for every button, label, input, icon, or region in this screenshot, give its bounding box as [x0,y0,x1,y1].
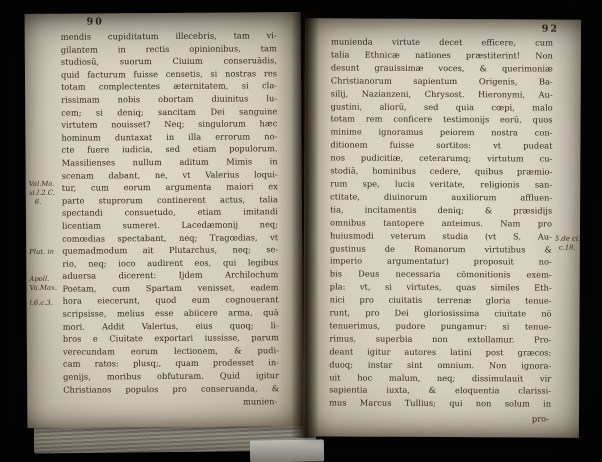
margin-note-citation: c.18. [558,243,576,252]
right-page [303,18,581,437]
margin-note-citation: Va.Max. [29,283,58,292]
margin-note-citation: l.6.c.3. [29,298,53,307]
page-number-left: 90 [86,16,104,28]
margin-note-citation: 5.de ci. [554,234,581,243]
right-page-text: munienda virtute decet efficere, cum talia Ethnicæ nationes præstiterint! Non desunt grauissimæ voces, & querimoniæ Christianorum sapientum Origenis, Ba- silij, Nazianzeni, Chrysost. Hieronymi, Au- gustini, aliorū, sed quia cœpi, malo totam rem conficere testimonijs eorū, quos minime ignoramus peiorem nostra con- ditionem fuisse sortitos: vt pudeat nos pudicitiæ, ceterarumq; virtutum cu- stodiā, hominibus cedere, quibus præmio- rum spe, lucis veritate, religionis san- ctitate, diuinorum auxiliorum affluen- tia, incitamentis deniq; & præsidijs omnibus tantopere anteimus. Nam pro huiusmodi veterum studia (vt S. Au- gustinus de Romanorum virtutibus & imperio argumentatur) proposuit no- bis Deus necessaria cōmonitionis exem- pla: vt, si virtutes, quas similes Eth- nici pro ciuitatis terrenæ gloria tenue- runt, pro Dei gloriosissima ciuitate nō tenuerimus, pudore pungamur: si tenue- rimus, superbia non extollamur. Pro- deant igitur autores latini post græcos: duoq; instar sint omnium. Non ignora- uit hoc malum, neq; dissimulauit vir sapientia iuxta, & eloquentia clarissi- mus Marcus Tullius; qui non solum in [329,36,553,409]
left-page-text: mendis cupiditatum illecebris, tam vi- gilantem in rectis opinionibus, tam studiosū, suorum Ciuium conseruādis, quid facturum fuisse censetis, si nostras res totam complectentes æternitatem, si cla- rissimam nobis obortam diuinitus lu- cem; si deniq; sancitam Dei sanguine virtutem nouisset? Neq; singulorum hæc hominum duntaxat in illa errorum no- cte fuere iudicia, sed etiam populorum. Massilienses nullum aditum Mimis in scenam dabant, ne, vt Valerius loqui- tur, cum eorum argumenta maiori ex parte stuprorum continerent actus, talia spectandi consuetudo, etiam imitandi licentiam sumeret. Lacedæmonij neq; comœdias spectabant, neq; Tragœdias, vt quemadmodum ait Plutarchus, neq; se- rio, neq; ioco audirent eos, qui legibus aduersa dicerent: Ijdem Archilochum Poetam, cum Spartam venisset, eadem hora eiecerunt, quod eum cognouerant scripsisse, melius esse abiicere arma, quā mori. Addit Valerius, eius quoq; li- bros e Ciuitate exportari iussisse, parum verecundam eorum lectionem, & pudi- cam ratos: plusq;, quam prodesset in- genijs, moribus obfuturam. Quid igitur Christianos populos pro conseruanda, & [60,30,280,395]
margin-note-citation: Val.Ma. [28,179,55,188]
catchword-right: pro- [531,413,550,424]
page-number-right: 92 [541,23,560,35]
left-page [25,12,304,428]
margin-note-citation: 6. [34,197,42,206]
catchword-left: munien- [242,396,278,407]
margin-note-citation: xi.l.2.C. [28,188,55,197]
margin-note-citation: Apoll. [29,274,50,283]
margin-note-citation: Plut. in [29,247,54,256]
book-page-edges-highlight [250,439,324,462]
